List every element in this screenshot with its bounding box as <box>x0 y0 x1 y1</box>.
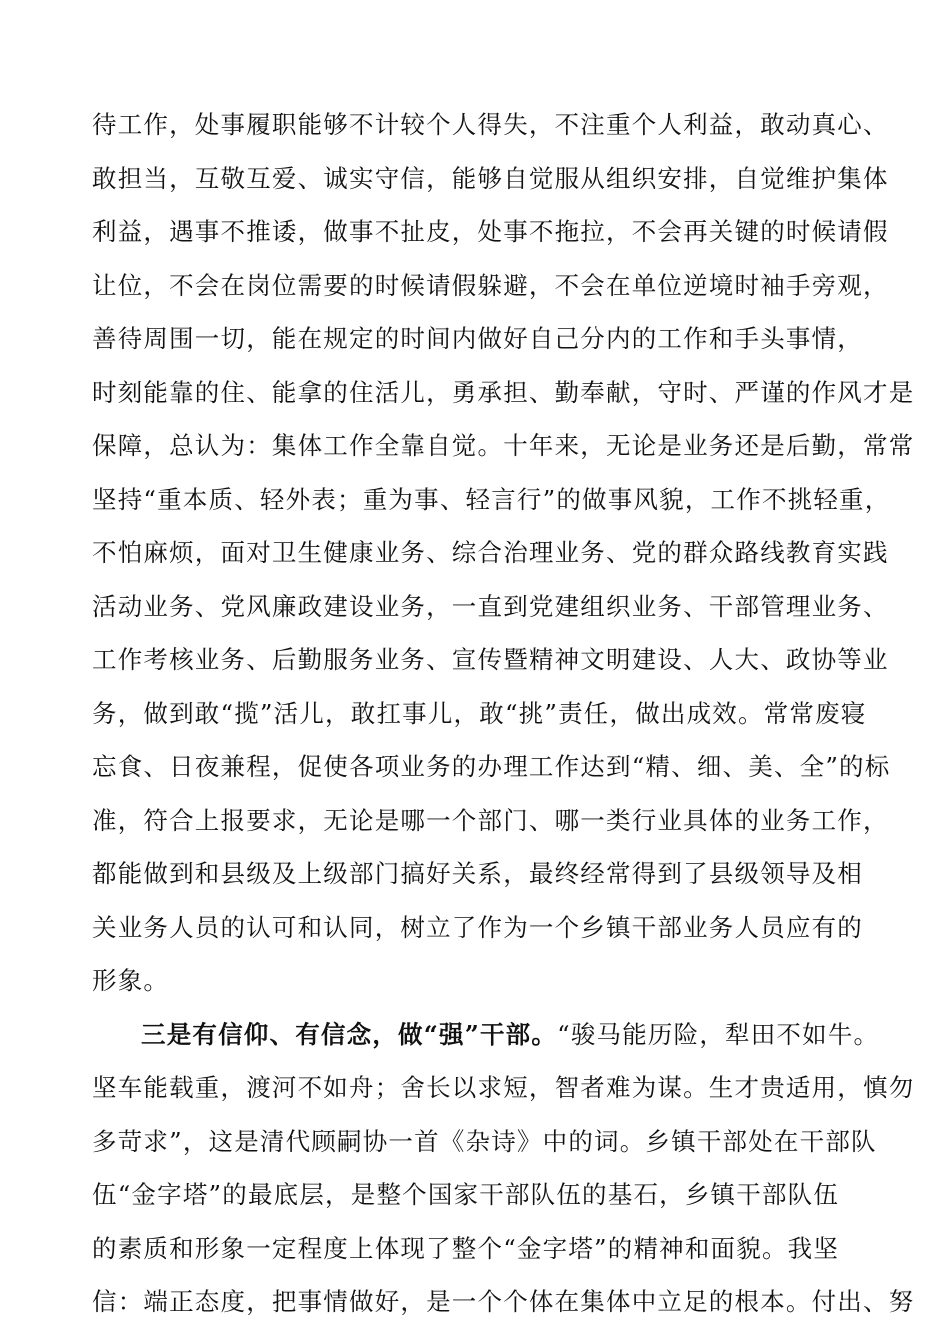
text-line: 工作考核业务、后勤服务业务、宣传暨精神文明建设、人大、政协等业 <box>92 645 889 674</box>
paragraph-2 <box>92 1008 915 1329</box>
heading-line-continuation: “骏马能历险，犁田不如牛。 <box>557 1019 880 1049</box>
text-line: 让位，不会在岗位需要的时候请假躲避，不会在单位逆境时袖手旁观， <box>92 270 889 300</box>
text-line: 敢担当，互敬互爱、诚实守信，能够自觉服从组织安排，自觉维护集体 <box>92 163 889 193</box>
text-line: 都能做到和县级及上级部门搞好关系，最终经常得到了县级领导及相 <box>92 859 863 888</box>
text-line: 时刻能靠的住、能拿的住活儿，勇承担、勤奉献，守时、严谨的作风才是 <box>92 377 915 407</box>
body-text <box>92 98 915 1329</box>
paragraph-first-line <box>92 1008 880 1062</box>
section-heading: 三是有信仰、有信念，做“强”干部。 <box>141 1019 558 1049</box>
text-line: 活动业务、党风廉政建设业务，一直到党建组织业务、干部管理业务、 <box>92 591 889 621</box>
text-line: 信：端正态度，把事情做好，是一个个体在集体中立足的根本。付出、努 <box>92 1287 915 1316</box>
text-line: 准，符合上报要求，无论是哪一个部门、哪一类行业具体的业务工作， <box>92 805 889 835</box>
text-line: 多苛求”，这是清代顾嗣协一首《杂诗》中的词。乡镇干部处在干部队 <box>92 1126 877 1156</box>
text-line: 保障，总认为：集体工作全靠自觉。十年来，无论是业务还是后勤，常常 <box>92 431 915 460</box>
text-line: 坚持“重本质、轻外表；重为事、轻言行”的做事风貌，工作不挑轻重， <box>92 484 891 514</box>
text-line: 不怕麻烦，面对卫生健康业务、综合治理业务、党的群众路线教育实践 <box>92 538 889 567</box>
text-line: 忘食、日夜兼程，促使各项业务的办理工作达到“精、细、美、全”的标 <box>92 752 891 781</box>
text-line: 善待周围一切，能在规定的时间内做好自己分内的工作和手头事情， <box>92 324 863 353</box>
text-line: 伍“金字塔”的最底层，是整个国家干部队伍的基石，乡镇干部队伍 <box>92 1180 840 1209</box>
text-line: 待工作，处事履职能够不计较个人得失，不注重个人利益，敢动真心、 <box>92 110 889 139</box>
text-line: 关业务人员的认可和认同，树立了作为一个乡镇干部业务人员应有的 <box>92 912 863 942</box>
text-line: 形象。 <box>92 966 170 995</box>
paragraph-1 <box>92 98 915 1008</box>
text-line: 利益，遇事不推诿，做事不扯皮，处事不拖拉，不会再关键的时候请假 <box>92 217 889 246</box>
text-line: 的素质和形象一定程度上体现了整个“金字塔”的精神和面貌。我坚 <box>92 1233 840 1263</box>
text-line: 坚车能载重，渡河不如舟；舍长以求短，智者难为谋。生才贵适用，慎勿 <box>92 1073 915 1102</box>
text-line: 务，做到敢“揽”活儿，敢扛事儿，敢“挑”责任，做出成效。常常废寝 <box>92 698 867 728</box>
